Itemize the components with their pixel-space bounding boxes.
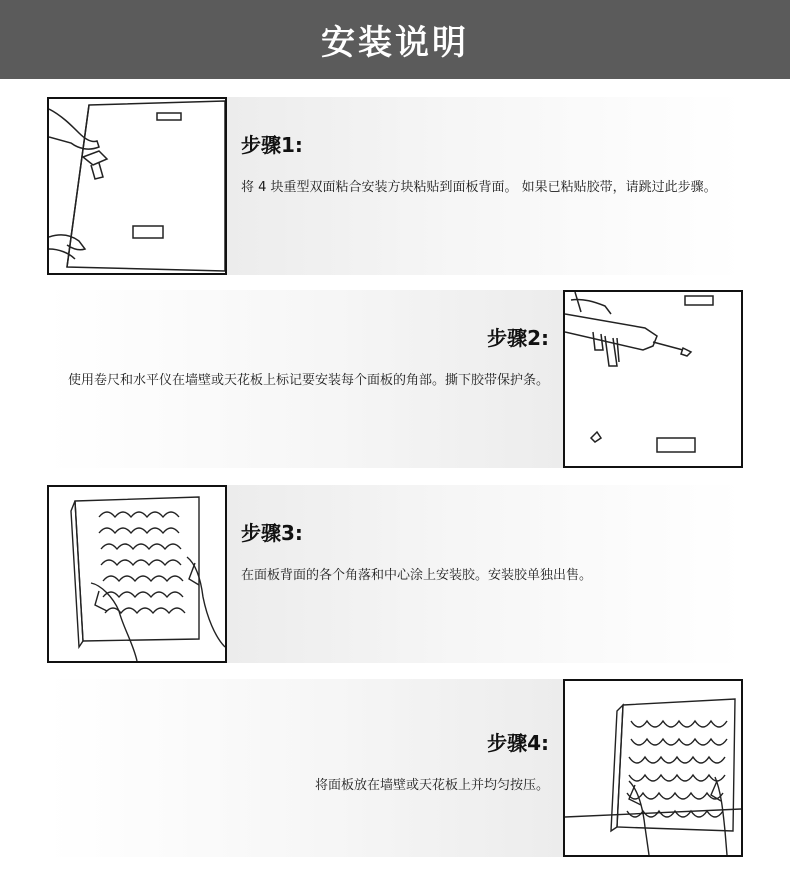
step-2-title: 步骤2: <box>487 326 549 350</box>
step-2-section <box>47 290 743 468</box>
step-1-section <box>47 97 743 275</box>
step-3-illustration <box>47 485 227 663</box>
step-3-description: 在面板背面的各个角落和中心涂上安装胶。安装胶单独出售。 <box>241 568 593 583</box>
step-3-title: 步骤3: <box>241 521 303 545</box>
step-4-illustration <box>563 679 743 857</box>
step-2-illustration <box>563 290 743 468</box>
step-1-illustration <box>47 97 227 275</box>
step-4-section <box>47 679 743 857</box>
step-2-description: 使用卷尺和水平仪在墙壁或天花板上标记要安装每个面板的角部。撕下胶带保护条。 <box>67 373 549 388</box>
step-1-description: 将 4 块重型双面粘合安装方块粘贴到面板背面。 如果已粘贴胶带，请跳过此步骤。 <box>241 180 717 195</box>
step-4-description: 将面板放在墙壁或天花板上并均匀按压。 <box>314 778 549 793</box>
header-banner <box>0 0 790 79</box>
step-3-section <box>47 485 743 663</box>
step-1-title: 步骤1: <box>241 133 303 157</box>
step-4-title: 步骤4: <box>487 731 549 755</box>
page-title: 安装说明 <box>321 23 469 63</box>
